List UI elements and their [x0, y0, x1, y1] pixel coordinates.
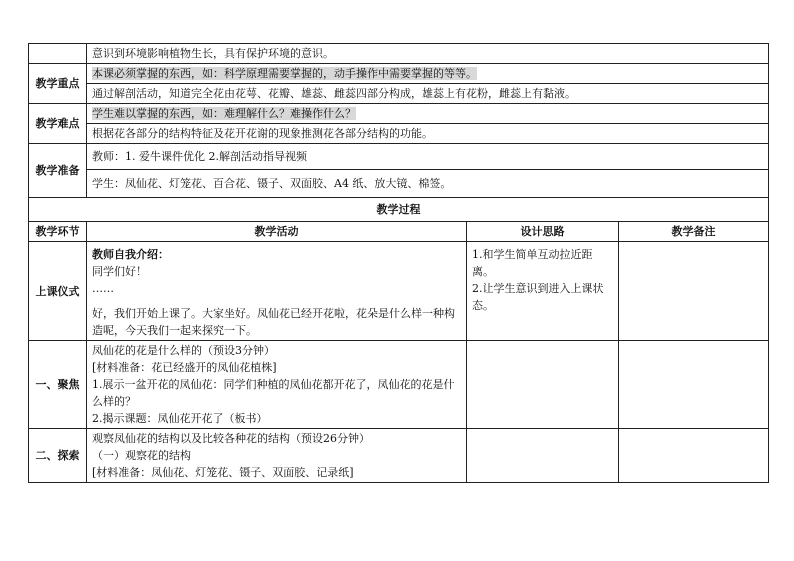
activity-line: 同学们好！ — [92, 265, 147, 278]
preparation-label: 教学准备 — [29, 144, 87, 198]
section-ceremony-row — [29, 242, 769, 341]
activity-line: 凤仙花的花是什么样的（预设3分钟） — [92, 344, 275, 357]
key-points-placeholder: 本课必须掌握的东西，如：科学原理需要掌握的，动手操作中需要掌握的等等。 — [92, 67, 477, 80]
section-ceremony-activity — [87, 242, 467, 341]
activity-line: 1.展示一盆开花的凤仙花：同学们种植的凤仙花都开花了，凤仙花的花是什么样的？ — [92, 378, 455, 408]
lesson-plan-page — [28, 43, 768, 483]
section-focus-label: 一、聚焦 — [29, 341, 87, 429]
process-title: 教学过程 — [29, 198, 769, 222]
header-notes: 教学备注 — [619, 222, 769, 242]
key-points-text: 通过解剖活动，知道完全花由花萼、花瓣、雄蕊、雌蕊四部分构成，雄蕊上有花粉，雌蕊上有黏液。 — [87, 84, 769, 104]
activity-line: 2.揭示课题：凤仙花开花了（板书） — [92, 412, 268, 425]
difficult-points-placeholder: 学生难以掌握的东西，如：难理解什么？难操作什么？ — [92, 107, 356, 120]
design-line: 1.和学生简单互动拉近距离。 — [472, 248, 593, 278]
process-title-row — [29, 198, 769, 222]
lesson-plan-table — [28, 43, 769, 483]
process-header-row — [29, 222, 769, 242]
activity-line: …… — [92, 282, 114, 295]
section-focus-design — [467, 341, 619, 429]
section-explore-row — [29, 429, 769, 483]
difficult-points-text: 根据花各部分的结构特征及花开花谢的现象推测花各部分结构的功能。 — [87, 124, 769, 144]
preparation-teacher: 教师：1. 爱牛课件优化 2.解剖活动指导视频 — [87, 144, 769, 170]
activity-line: 观察凤仙花的结构以及比较各种花的结构（预设26分钟） — [92, 432, 370, 445]
difficult-points-label: 教学难点 — [29, 104, 87, 144]
objective-row — [29, 44, 769, 64]
section-focus-activity — [87, 341, 467, 429]
header-stage: 教学环节 — [29, 222, 87, 242]
preparation-students: 学生：凤仙花、灯笼花、百合花、镊子、双面胶、A4 纸、放大镜、棉签。 — [87, 170, 769, 198]
section-focus-row — [29, 341, 769, 429]
key-points-label: 教学重点 — [29, 64, 87, 104]
preparation-student-row — [29, 170, 769, 198]
section-focus-notes — [619, 341, 769, 429]
section-ceremony-label: 上课仪式 — [29, 242, 87, 341]
design-line: 2.让学生意识到进入上课状态。 — [472, 282, 604, 312]
section-explore-notes — [619, 429, 769, 483]
activity-line: 好，我们开始上课了。大家坐好。凤仙花已经开花啦，花朵是什么样一种构造呢，今天我们一起来探究一下。 — [92, 307, 455, 337]
section-ceremony-notes — [619, 242, 769, 341]
section-explore-design — [467, 429, 619, 483]
key-points-row — [29, 84, 769, 104]
difficult-points-highlight-row — [29, 104, 769, 124]
activity-line: 教师自我介绍： — [92, 248, 169, 261]
section-ceremony-design — [467, 242, 619, 341]
section-explore-activity — [87, 429, 467, 483]
header-activity: 教学活动 — [87, 222, 467, 242]
key-points-highlight-row — [29, 64, 769, 84]
section-explore-label: 二、探索 — [29, 429, 87, 483]
empty-label-cell — [29, 44, 87, 64]
difficult-points-row — [29, 124, 769, 144]
preparation-teacher-row — [29, 144, 769, 170]
objective-text: 意识到环境影响植物生长，具有保护环境的意识。 — [87, 44, 769, 64]
activity-line: （一）观察花的结构 — [92, 449, 191, 462]
activity-line: [材料准备：凤仙花、灯笼花、镊子、双面胶、记录纸] — [92, 466, 354, 479]
header-design: 设计思路 — [467, 222, 619, 242]
activity-line: [材料准备：花已经盛开的凤仙花植株] — [92, 361, 277, 374]
